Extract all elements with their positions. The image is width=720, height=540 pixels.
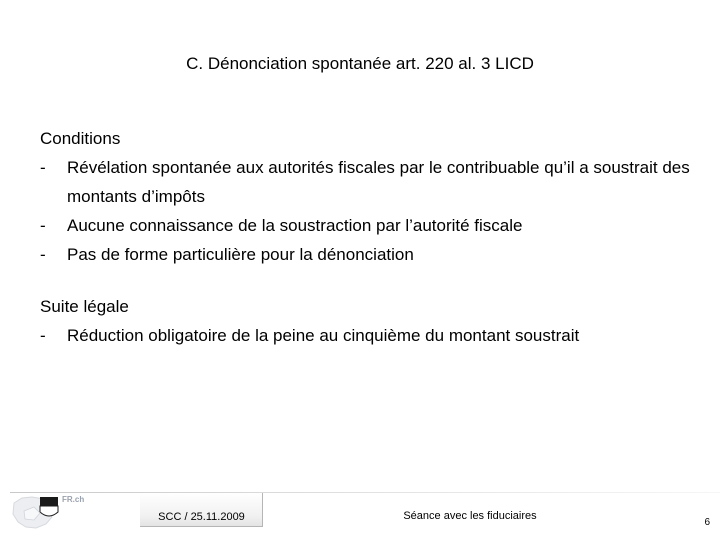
footer-date-box: [140, 493, 263, 527]
list-item: [40, 211, 700, 240]
footer-event: Séance avec les fiduciaires: [403, 510, 537, 522]
conditions-heading: Conditions: [40, 129, 121, 148]
slide-title: C. Dénonciation spontanée art. 220 al. 3 LICD: [186, 54, 534, 73]
list-item: [40, 321, 700, 350]
legal-consequence-heading: Suite légale: [40, 297, 129, 316]
shield-top-icon: [40, 497, 58, 506]
list-item: [40, 240, 700, 269]
logo-text: FR.ch: [62, 495, 85, 504]
list-item-text: Aucune connaissance de la soustraction par l’autorité fiscale: [67, 216, 523, 235]
conditions-list: [40, 153, 700, 269]
bullet-dash: -: [40, 158, 46, 177]
legal-consequence-list: [40, 321, 700, 350]
list-item: [40, 153, 700, 211]
bullet-dash: -: [40, 245, 46, 264]
footer-divider: [10, 492, 720, 493]
shield-bottom-icon: [40, 506, 58, 516]
conditions-section: [40, 124, 700, 269]
list-item-text: Révélation spontanée aux autorités fiscales par le contribuable qu’il a soustrait des montants d’impôts: [67, 158, 690, 206]
list-item-text: Réduction obligatoire de la peine au cinquième du montant soustrait: [67, 326, 580, 345]
legal-consequence-section: [40, 292, 700, 350]
list-item-text: Pas de forme particulière pour la dénonciation: [67, 245, 414, 264]
footer-date: SCC / 25.11.2009: [158, 511, 245, 523]
fr-logo: [10, 493, 90, 531]
page-number: 6: [704, 517, 710, 528]
bullet-dash: -: [40, 326, 46, 345]
bullet-dash: -: [40, 216, 46, 235]
